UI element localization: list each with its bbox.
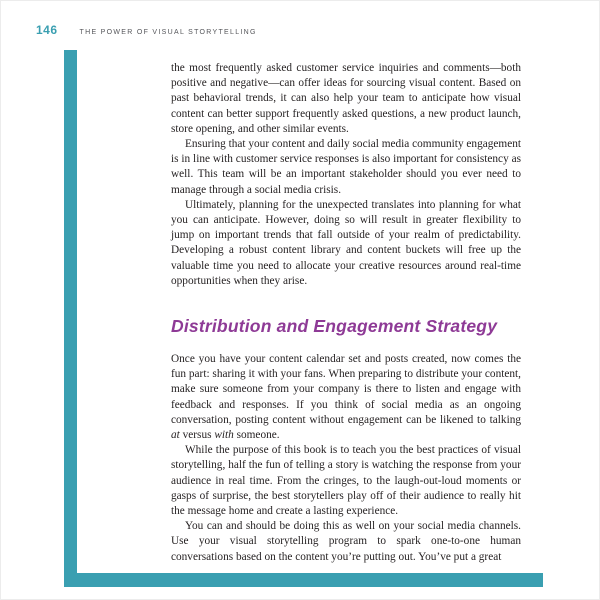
paragraph: [171, 137, 521, 198]
paragraph: [171, 61, 521, 137]
running-header: [36, 23, 257, 37]
text-run: versus: [179, 429, 215, 442]
text-block: [171, 61, 521, 565]
text-run: Once you have your content calendar set and posts created, now comes the fun part: sharing it with your fans. When preparing to distribute your content, make sure someone from your company is there to listen and engage with feedback and responses. If you think of social media as an ongoing conversation, posting content without engagement can be likened to talking: [171, 353, 521, 426]
text-run: While the purpose of this book is to teach you the best practices of visual storytelling, half the fun of telling a story is watching the response from your audience in real time. From the cringes, to the laugh-out-loud moments or gasps of surprise, the best storytellers play off of their audience to really hit the message home and create a lasting experience.: [171, 444, 521, 518]
italic-text-run: with: [214, 429, 234, 442]
paragraph: [171, 198, 521, 289]
paragraph: [171, 352, 521, 443]
page-number: 146: [36, 23, 58, 37]
italic-text-run: at: [171, 429, 180, 442]
text-run: You can and should be doing this as well on your social media channels. Use your visual storytelling program to spark one-to-one human conversations based on the content you’re putting out. You’ve put a great: [171, 520, 521, 563]
text-run: the most frequently asked customer service inquiries and comments—both positive and negative—can offer ideas for sourcing visual content. Based on past behavioral trends, it can also help your team to anticipate how visual content can better support frequently asked questions, a new product launch, store opening, and other similar events.: [171, 62, 521, 135]
paragraph: [171, 443, 521, 519]
text-run: Ultimately, planning for the unexpected translates into planning for what you can anticipate. However, doing so will result in greater flexibility to jump on important trends that fall outside of your realm of predictability. Developing a robust content library and content buckets will free up the valuable time you need to allocate your creative resources around real-time opportunities when they arise.: [171, 198, 521, 287]
bottom-border-bar: [64, 573, 543, 587]
paragraph: [171, 519, 521, 565]
left-border-bar: [64, 50, 77, 587]
body-paragraphs-bottom: [171, 352, 521, 565]
section-heading: Distribution and Engagement Strategy: [171, 316, 498, 337]
text-run: someone.: [233, 429, 280, 442]
book-title: THE POWER OF VISUAL STORYTELLING: [79, 29, 257, 36]
body-paragraphs-top: [171, 61, 521, 289]
text-run: Ensuring that your content and daily social media community engagement is in line with customer service responses is also important for consistency as well. This team will be an important stakeholder should you ever need to manage through a social media crisis.: [171, 138, 521, 196]
